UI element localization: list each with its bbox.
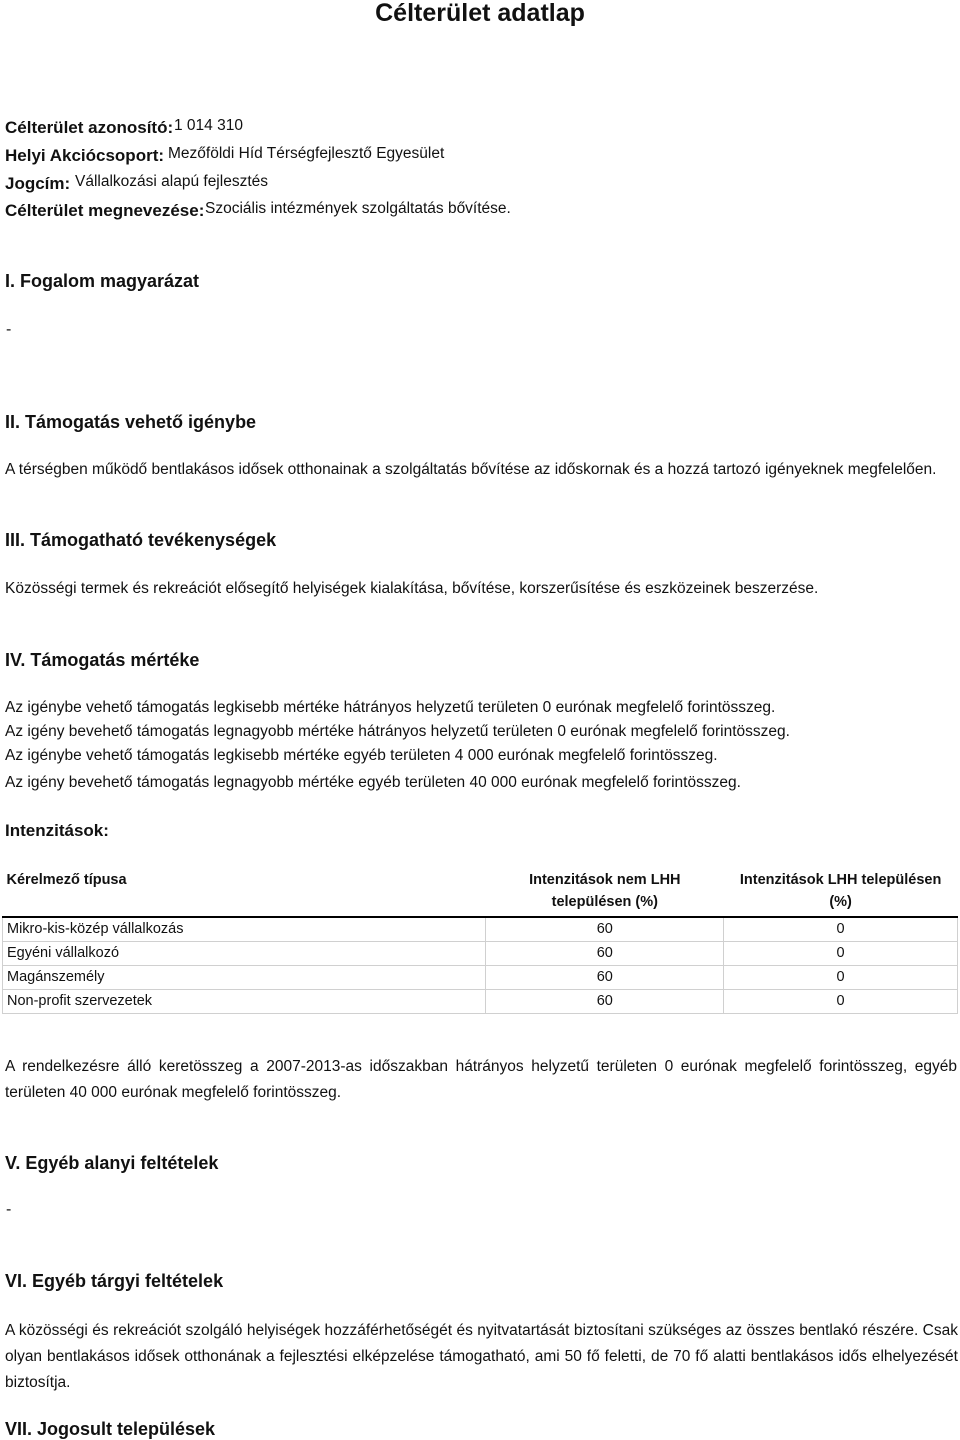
- lhh-value-cell: 0: [724, 966, 958, 990]
- lhh-value-cell: 0: [724, 990, 958, 1014]
- table-row: [3, 990, 958, 1014]
- section-1-title: I. Fogalom magyarázat: [5, 271, 200, 291]
- section-6-text: A közösségi és rekreációt szolgáló helyiségek hozzáférhetőségét és nyitvatartását biztosítani szükséges az összes bentlakó részére. Csak olyan bentlakásos idősek otthonának a fejlesztési elképzelése támogatható, ami 50 fő feletti, de 70 fő alatti bentlakásos idős elhelyezését biztosítja.: [5, 1322, 958, 1391]
- non-lhh-value-cell: 60: [486, 942, 724, 966]
- lhh-value-cell: 0: [724, 942, 958, 966]
- target-area-name-value: Szociális intézmények szolgáltatás bővítése.: [205, 200, 511, 217]
- support-max-lhh: Az igény bevehető támogatás legnagyobb mértéke hátrányos helyzetű területen 0 eurónak megfelelő forintösszeg.: [5, 723, 790, 740]
- jogcim-value: Vállalkozási alapú fejlesztés: [75, 173, 268, 190]
- action-group-value: Mezőföldi Híd Térségfejlesztő Egyesület: [168, 145, 445, 162]
- section-2-title: II. Támogatás vehető igénybe: [5, 412, 257, 432]
- budget-text: A rendelkezésre álló keretösszeg a 2007-2013-as időszakban hátrányos helyzetű területen 0 eurónak megfelelő forintösszeg, egyéb területen 40 000 eurónak megfelelő forintösszeg.: [5, 1058, 957, 1101]
- col-lhh-intensity: Intenzitások LHH településen (%): [739, 872, 942, 910]
- col-non-lhh-intensity: Intenzitások nem LHH településen (%): [529, 872, 681, 910]
- support-max-other: Az igény bevehető támogatás legnagyobb mértéke egyéb területen 40 000 eurónak megfelelő forintösszeg.: [5, 774, 741, 791]
- section-7-title: VII. Jogosult települések: [5, 1419, 216, 1439]
- action-group-label: Helyi Akciócsoport:: [5, 146, 165, 165]
- col-applicant-type: Kérelmező típusa: [6, 872, 127, 888]
- table-row: [3, 917, 958, 942]
- section-3-title: III. Támogatható tevékenységek: [5, 530, 277, 550]
- support-min-lhh: Az igénybe vehető támogatás legkisebb mértéke hátrányos helyzetű területen 0 eurónak megfelelő forintösszeg.: [5, 699, 776, 716]
- target-area-name-label: Célterület megnevezése:: [5, 201, 205, 220]
- non-lhh-value-cell: 60: [486, 917, 724, 942]
- section-4-title: IV. Támogatás mértéke: [5, 650, 200, 670]
- applicant-type-cell: Egyéni vállalkozó: [3, 942, 486, 966]
- jogcim-label: Jogcím:: [5, 174, 71, 193]
- applicant-type-cell: Magánszemély: [3, 966, 486, 990]
- table-row: [3, 942, 958, 966]
- applicant-type-cell: Mikro-kis-közép vállalkozás: [3, 917, 486, 942]
- section-3-text: Közösségi termek és rekreációt elősegítő helyiségek kialakítása, bővítése, korszerűsítése és eszközeinek beszerzése.: [5, 580, 819, 597]
- section-1-text: -: [6, 321, 12, 338]
- support-min-other: Az igénybe vehető támogatás legkisebb mértéke egyéb területen 4 000 eurónak megfelelő forintösszeg.: [5, 747, 718, 764]
- lhh-value-cell: 0: [724, 917, 958, 942]
- non-lhh-value-cell: 60: [486, 966, 724, 990]
- table-header-row: [3, 866, 958, 917]
- applicant-type-cell: Non-profit szervezetek: [3, 990, 486, 1014]
- non-lhh-value-cell: 60: [486, 990, 724, 1014]
- section-5-title: V. Egyéb alanyi feltételek: [5, 1153, 219, 1173]
- target-area-id-label: Célterület azonosító:: [5, 118, 174, 137]
- page-title: Célterület adatlap: [375, 0, 585, 27]
- table-row: [3, 966, 958, 990]
- section-2-text: A térségben működő bentlakásos idősek otthonainak a szolgáltatás bővítése az időskornak és a hozzá tartozó igényeknek megfelelően.: [5, 461, 937, 478]
- target-area-id-value: 1 014 310: [174, 117, 243, 134]
- intensities-table: [2, 866, 958, 1014]
- intensities-title: Intenzitások:: [5, 821, 109, 840]
- section-6-title: VI. Egyéb tárgyi feltételek: [5, 1271, 224, 1291]
- section-5-text: -: [6, 1201, 12, 1218]
